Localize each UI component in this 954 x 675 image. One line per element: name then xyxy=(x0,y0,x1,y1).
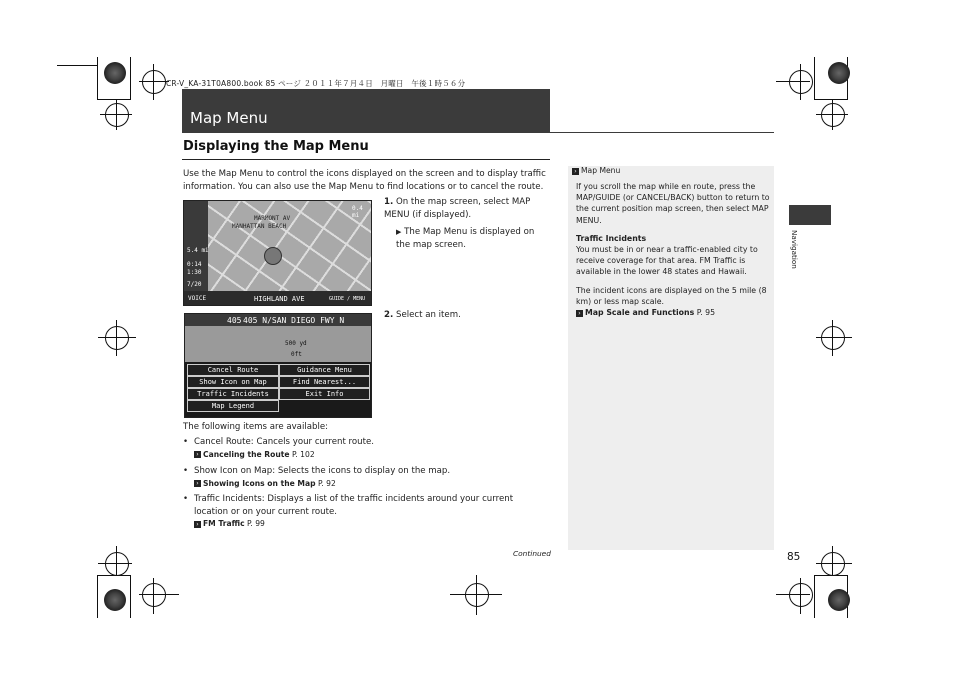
menu-traffic-incidents: Traffic Incidents xyxy=(187,388,279,400)
current-street: HIGHLAND AVE xyxy=(254,295,305,303)
navigation-tab xyxy=(789,205,831,225)
sidebar-reference: › Map Scale and Functions P. 95 xyxy=(576,307,771,318)
section-title: Displaying the Map Menu xyxy=(183,139,369,154)
distance-readout: 5.4 mi xyxy=(187,247,209,254)
item-show-icon-on-map: • Show Icon on Map: Selects the icons to display on the map. › Showing Icons on the Map P. 92 xyxy=(183,466,451,488)
sidebar-paragraph-3: The incident icons are displayed on the 5 mile (8 km) or less map scale. xyxy=(576,286,767,307)
item-cancel-route: • Cancel Route: Cancels your current route. › Canceling the Route P. 102 xyxy=(183,437,374,459)
street-mid: MANHATTAN BEACH xyxy=(232,223,287,230)
voice-label: VOICE xyxy=(188,295,207,302)
date-readout: 7/20 xyxy=(187,281,202,288)
available-intro: The following items are available: xyxy=(183,422,329,432)
sidebar-header: › Map Menu xyxy=(572,166,620,175)
menu-map-legend: Map Legend xyxy=(187,400,279,412)
reference-arrow-icon: › xyxy=(194,480,201,487)
intro-paragraph: Use the Map Menu to control the icons displayed on the screen and to display traffic information. You can also use the Map Menu to find locations or to cancel the route. xyxy=(183,169,546,192)
scale-readout: 0ft xyxy=(291,351,302,358)
reference-arrow-icon: › xyxy=(572,168,579,175)
top-right-distance: 0.4 mi xyxy=(352,205,363,219)
result-arrow-icon: ▶ xyxy=(396,228,402,236)
step-1-result: ▶ The Map Menu is displayed on the map screen. xyxy=(396,227,535,250)
reference-arrow-icon: › xyxy=(194,521,201,528)
reference-arrow-icon: › xyxy=(194,451,201,458)
navigation-tab-label: Navigation xyxy=(790,230,799,269)
menu-cancel-route: Cancel Route xyxy=(187,364,279,376)
title-rule xyxy=(550,132,774,133)
sidebar-paragraph-2: You must be in or near a traffic-enabled city to receive coverage for that area. FM Traffic is available in the lower 48 states and Hawaii. xyxy=(576,245,758,277)
sidebar-paragraph-1: If you scroll the map while en route, press the MAP/GUIDE (or CANCEL/BACK) button to return to the current position map screen, then select MAP MENU. xyxy=(576,182,770,225)
guide-menu-label: GUIDE / MENU xyxy=(329,296,366,302)
map-screen-image xyxy=(183,200,372,306)
menu-exit-info: Exit Info xyxy=(279,388,370,400)
section-rule xyxy=(182,159,550,160)
time-readout: 0:14 xyxy=(187,261,202,268)
continued-label: Continued xyxy=(513,549,551,558)
menu-show-icon-on-map: Show Icon on Map xyxy=(187,376,279,388)
reference-arrow-icon: › xyxy=(576,310,583,317)
file-header: CR-V_KA-31T0A800.book 85 ページ ２０１１年７月４日 月曜日 午後１時５６分 xyxy=(166,79,466,88)
page-number: 85 xyxy=(787,551,801,563)
page-title: Map Menu xyxy=(190,109,268,127)
item-traffic-incidents: • Traffic Incidents: Displays a list of the traffic incidents around your current location or on your current route. › FM Traffic P. 99 xyxy=(183,494,514,529)
step-2: 2. Select an item. xyxy=(384,310,461,320)
map-menu-screen-image xyxy=(184,313,372,418)
distance-to-turn: 500 yd xyxy=(285,340,307,347)
time2-readout: 1:30 xyxy=(187,269,202,276)
step-1: 1. On the map screen, select MAP MENU (if displayed). xyxy=(384,197,531,220)
menu-guidance-menu: Guidance Menu xyxy=(279,364,370,376)
street-top: MARMONT AV xyxy=(254,215,291,222)
route-number: 405 xyxy=(227,316,242,325)
route-heading: 405 N/SAN DIEGO FWY N xyxy=(243,316,345,325)
menu-find-nearest: Find Nearest... xyxy=(279,376,370,388)
sidebar-heading-traffic: Traffic Incidents xyxy=(576,234,647,243)
